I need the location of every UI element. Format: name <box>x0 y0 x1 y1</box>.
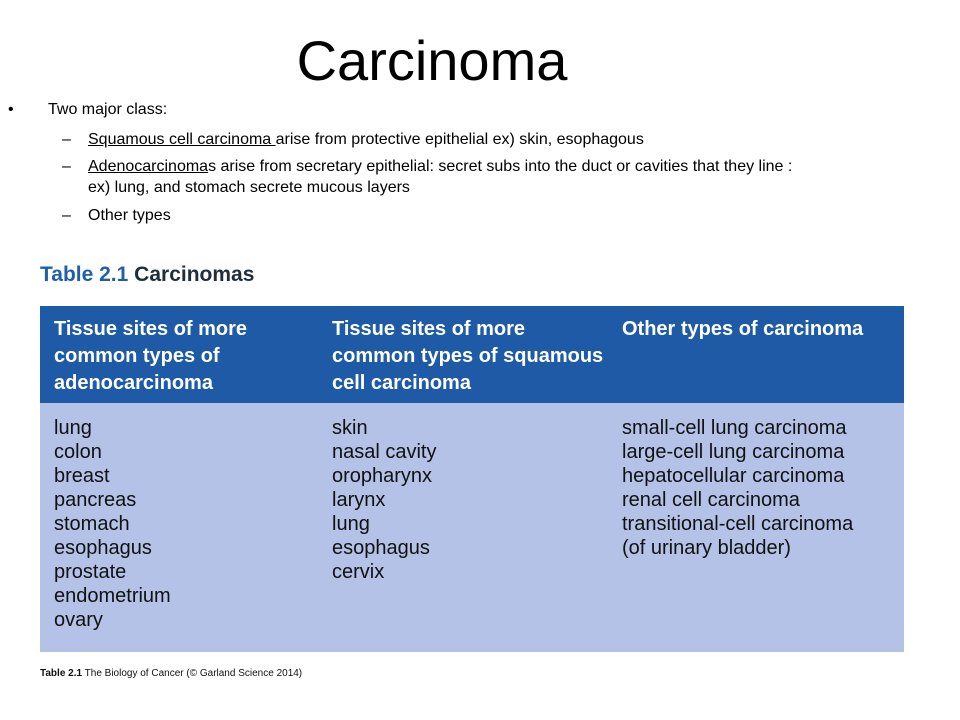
table-cell: esophagus <box>332 537 430 559</box>
table-cell: renal cell carcinoma <box>622 489 800 511</box>
table-cell: ovary <box>54 609 103 631</box>
sub-bullet-marker: – <box>62 158 71 175</box>
footnote-label: Table 2.1 <box>40 668 83 679</box>
sub-bullet-term: Adenocarcinoma <box>88 158 209 175</box>
table-cell: colon <box>54 441 102 463</box>
sub-bullet-marker: – <box>62 131 71 148</box>
table-body <box>40 403 904 652</box>
sub-bullet-marker: – <box>62 207 71 224</box>
table-cell: endometrium <box>54 585 171 607</box>
bullet-text: Two major class: <box>48 101 168 118</box>
table-cell: stomach <box>54 513 130 535</box>
table-cell: nasal cavity <box>332 441 437 463</box>
slide-title: Carcinoma <box>296 29 568 92</box>
table-column-other <box>622 416 853 560</box>
table-caption-title: Carcinomas <box>134 263 255 286</box>
table-cell: lung <box>332 513 370 535</box>
table-column-squamous <box>332 416 437 584</box>
table-cell: transitional-cell carcinoma <box>622 513 854 535</box>
table-cell: cervix <box>332 561 385 583</box>
table-cell: oropharynx <box>332 465 433 487</box>
carcinoma-table <box>40 306 904 652</box>
table-caption-number: Table 2.1 <box>40 263 129 286</box>
table-header-cell-adenocarcinoma: Tissue sites of more common types of adenocarcinoma <box>54 318 248 394</box>
sub-bullet-description: arise from protective epithelial ex) skin, esophagous <box>275 131 644 148</box>
table-cell: skin <box>332 417 368 439</box>
table-column-adenocarcinoma <box>54 416 171 632</box>
table-header-cell-other: Other types of carcinoma <box>622 318 864 340</box>
table-cell: larynx <box>332 489 386 511</box>
table-cell: prostate <box>54 561 127 583</box>
footnote-text: The Biology of Cancer (© Garland Science 2014) <box>82 668 303 679</box>
table-cell: (of urinary bladder) <box>622 537 791 559</box>
table-header <box>40 306 904 403</box>
sub-bullet-text <box>88 205 808 226</box>
table-cell: hepatocellular carcinoma <box>622 465 845 487</box>
table-cell: pancreas <box>54 489 137 511</box>
sub-bullet-description: Other types <box>88 207 171 224</box>
table-footnote <box>40 667 302 681</box>
sub-bullet-text <box>88 129 808 150</box>
sub-bullet-term: Squamous cell carcinoma <box>88 131 276 148</box>
table-cell: large-cell lung carcinoma <box>622 441 845 463</box>
table-cell: lung <box>54 417 92 439</box>
table-header-cell-squamous: Tissue sites of more common types of squamous cell carcinoma <box>332 318 604 394</box>
table-cell: small-cell lung carcinoma <box>622 417 847 439</box>
table-cell: breast <box>54 465 110 487</box>
table-cell: esophagus <box>54 537 152 559</box>
sub-bullet-text <box>88 156 808 198</box>
table-caption <box>40 262 254 288</box>
sub-bullet-description: s arise from secretary epithelial: secret subs into the duct or cavities that they line : ex) lung, and stomach secrete mucous layers <box>88 158 793 196</box>
bullet-marker: • <box>8 101 14 118</box>
